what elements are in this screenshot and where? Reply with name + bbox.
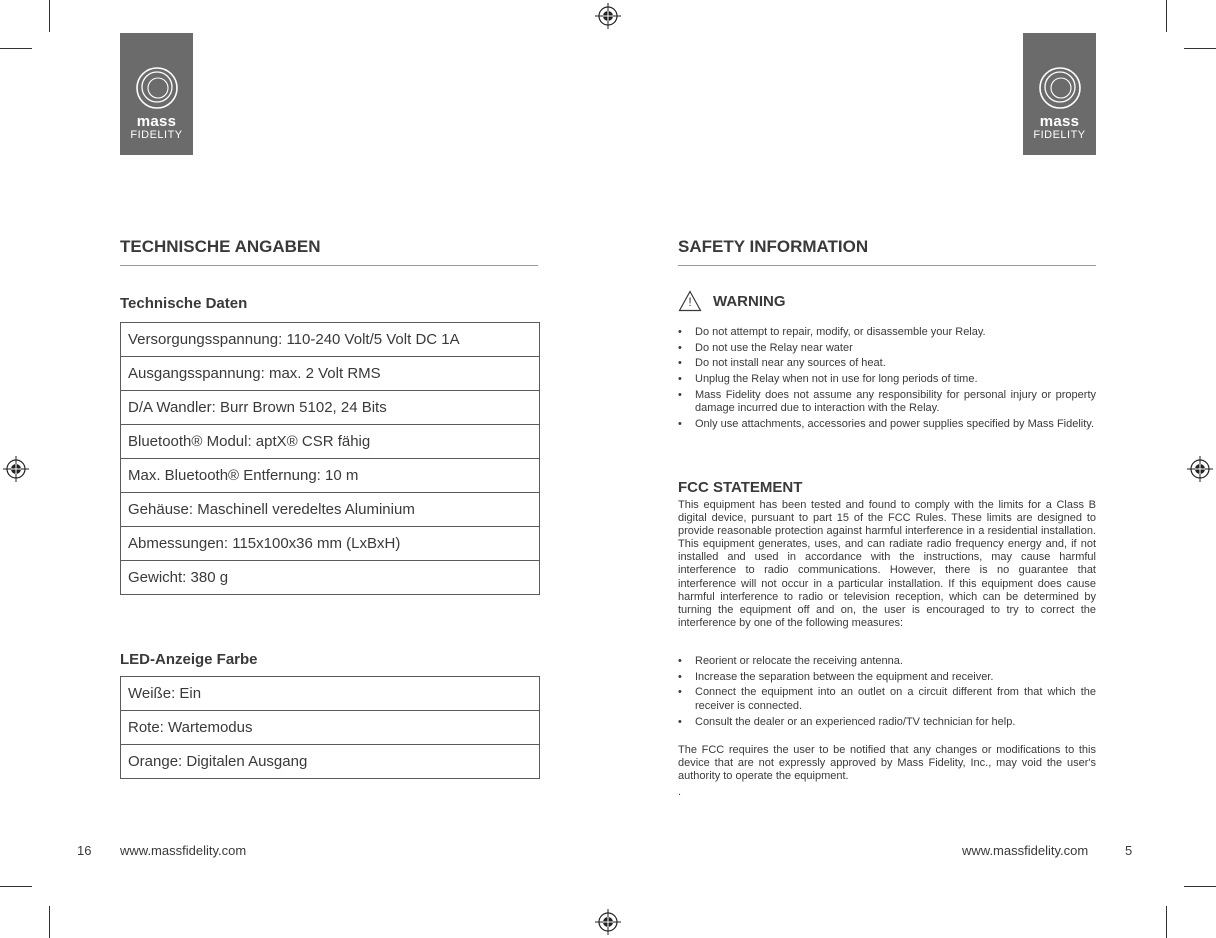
table-row: D/A Wandler: Burr Brown 5102, 24 Bits: [121, 391, 539, 425]
registration-mark-icon: [1187, 456, 1213, 482]
logo-word-fidelity: FIDELITY: [130, 129, 183, 141]
section-title-safety: SAFETY INFORMATION: [678, 237, 1096, 266]
fcc-paragraph: This equipment has been tested and found to comply with the limits for a Class B digital device, pursuant to part 15 of the FCC Rules. These limits are designed to provide reasonable protection against harmful interference in a residential installation. This equipment generates, uses, and can radiate radio frequency energy and, if not installed and used in accordance with the instructions, may cause harmful interference to radio communications. However, there is no guarantee that interference will not occur in a particular installation. If this equipment does cause harmful interference to radio or television reception, which can be determined by turning the equipment off and on, the user is encouraged to try to correct the interference by one of the following measures:: [678, 499, 1096, 629]
registration-mark-icon: [595, 3, 621, 29]
list-item: • Only use attachments, accessories and power supplies specified by Mass Fidelity.: [678, 418, 1096, 432]
table-row: Ausgangsspannung: max. 2 Volt RMS: [121, 357, 539, 391]
list-item: • Do not use the Relay near water: [678, 342, 1096, 356]
table-row: Gewicht: 380 g: [121, 561, 539, 595]
led-color-title: LED-Anzeige Farbe: [120, 651, 258, 668]
brand-logo: [120, 33, 193, 155]
tech-data-table: [120, 322, 540, 595]
warning-symbol: !: [688, 295, 692, 309]
crop-mark: [1184, 886, 1216, 887]
list-item: • Do not attempt to repair, modify, or disassemble your Relay.: [678, 326, 1096, 340]
page-number-right: 5: [1125, 843, 1133, 858]
crop-mark: [0, 48, 32, 49]
list-item: • Consult the dealer or an experienced radio/TV technician for help.: [678, 716, 1096, 730]
list-item: • Increase the separation between the equipment and receiver.: [678, 671, 1096, 685]
page-number-left: 16: [77, 843, 92, 858]
logo-word-mass: mass: [136, 113, 177, 130]
crop-mark: [49, 0, 50, 32]
list-item: • Mass Fidelity does not assume any responsibility for personal injury or property damage incurred due to interaction with the Relay.: [678, 389, 1096, 416]
rings-logo-icon: [134, 65, 180, 111]
fcc-closing-paragraph: The FCC requires the user to be notified that any changes or modifications to this device that are not expressly approved by Mass Fidelity, Inc., may void the user's authority to operate the equipment.: [678, 744, 1096, 783]
warning-triangle-icon: [678, 290, 702, 312]
table-row: Abmessungen: 115x100x36 mm (LxBxH): [121, 527, 539, 561]
table-row: Weiße: Ein: [121, 677, 539, 711]
registration-mark-icon: [595, 909, 621, 935]
list-item: • Unplug the Relay when not in use for long periods of time.: [678, 373, 1096, 387]
table-row: Versorgungsspannung: 110-240 Volt/5 Volt DC 1A: [121, 323, 539, 357]
fcc-title: FCC STATEMENT: [678, 479, 803, 496]
registration-mark-icon: [3, 456, 29, 482]
warning-heading: [678, 290, 786, 312]
list-item: • Do not install near any sources of heat.: [678, 357, 1096, 371]
crop-mark: [49, 906, 50, 938]
footer-url-right: www.massfidelity.com: [962, 843, 1089, 858]
logo-word-mass: mass: [1039, 113, 1080, 130]
table-row: Gehäuse: Maschinell veredeltes Aluminium: [121, 493, 539, 527]
list-item: • Connect the equipment into an outlet on a circuit different from that which the receiver is connected.: [678, 686, 1096, 713]
trailing-dot: .: [678, 786, 682, 798]
fcc-measures-list: [678, 655, 1096, 731]
table-row: Bluetooth® Modul: aptX® CSR fähig: [121, 425, 539, 459]
logo-word-fidelity: FIDELITY: [1033, 129, 1086, 141]
table-row: Rote: Wartemodus: [121, 711, 539, 745]
list-item: • Reorient or relocate the receiving antenna.: [678, 655, 1096, 669]
crop-mark: [1166, 906, 1167, 938]
crop-mark: [0, 886, 32, 887]
table-row: Orange: Digitalen Ausgang: [121, 745, 539, 779]
warning-list: [678, 326, 1096, 434]
crop-mark: [1184, 48, 1216, 49]
rings-logo-icon: [1037, 65, 1083, 111]
table-row: Max. Bluetooth® Entfernung: 10 m: [121, 459, 539, 493]
tech-data-title: Technische Daten: [120, 295, 248, 312]
warning-label: WARNING: [713, 292, 786, 310]
footer-url-left: www.massfidelity.com: [120, 843, 247, 858]
crop-mark: [1166, 0, 1167, 32]
brand-logo: [1023, 33, 1096, 155]
section-title-technical: TECHNISCHE ANGABEN: [120, 237, 538, 266]
led-color-table: [120, 676, 540, 779]
